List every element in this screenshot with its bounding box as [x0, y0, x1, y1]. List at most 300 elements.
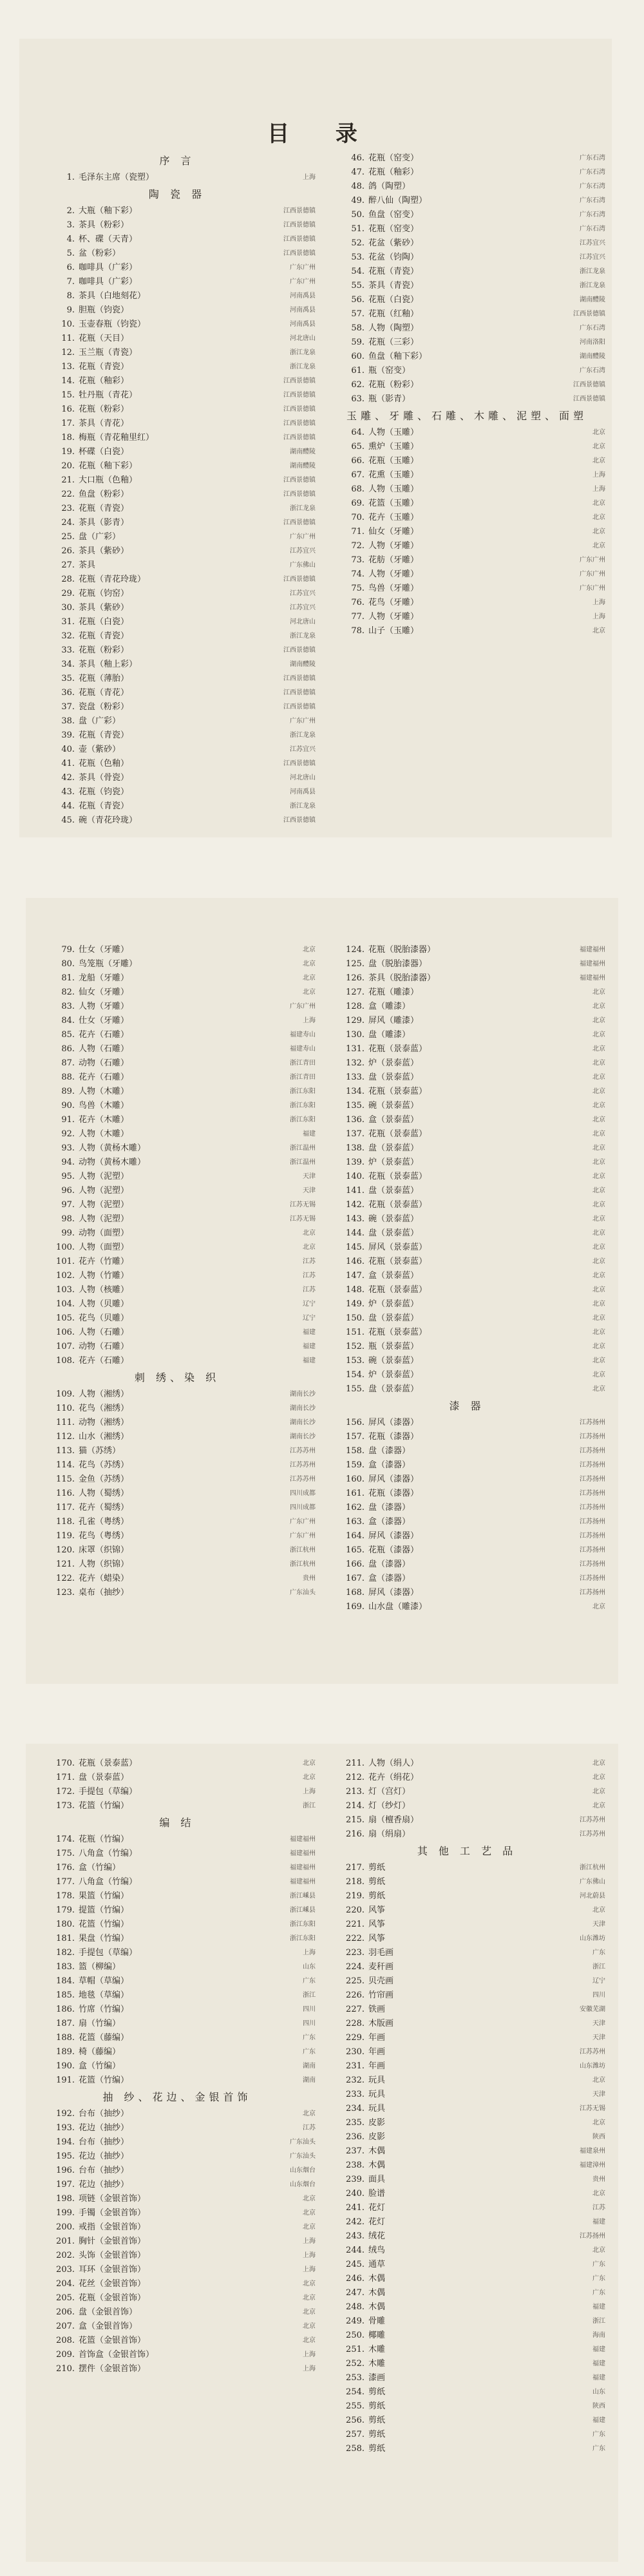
- entry-location: 陕西: [592, 2133, 605, 2141]
- toc-entry: [39, 943, 316, 957]
- entry-location: 江西景德镇: [283, 760, 316, 767]
- entry-number: 237.: [346, 2146, 365, 2156]
- toc-entry: [39, 2291, 316, 2305]
- entry-number: 60.: [351, 352, 365, 361]
- toc-entry: [39, 2045, 316, 2059]
- entry-title: 玩具: [368, 2104, 386, 2113]
- entry-number: 223.: [346, 1948, 365, 1958]
- entry-title: 毛泽东主席（瓷塑）: [79, 173, 155, 182]
- entry-number: 55.: [351, 281, 365, 291]
- entry-title: 花瓶（竹编）: [79, 1835, 129, 1844]
- entry-number: 184.: [56, 1976, 75, 1986]
- entry-number: 4.: [66, 234, 75, 244]
- entry-title: 床罩（织锦）: [79, 1545, 129, 1555]
- entry-number: 79.: [61, 945, 75, 955]
- toc-entry: [328, 1903, 605, 1918]
- entry-number: 121.: [56, 1560, 75, 1569]
- toc-entry: [328, 610, 605, 624]
- entry-title: 屏风（漆器）: [368, 1531, 419, 1541]
- entry-number: 140.: [346, 1172, 365, 1181]
- entry-number: 59.: [351, 338, 365, 347]
- entry-title: 花鸟（粤绣）: [79, 1531, 129, 1541]
- entry-location: 广东广州: [290, 264, 316, 271]
- entry-location: 浙江龙泉: [290, 363, 316, 370]
- toc-entry: [39, 1785, 316, 1799]
- toc-entry: [39, 1558, 316, 1572]
- entry-title: 扇（竹编）: [79, 2019, 121, 2028]
- entry-location: 天津: [303, 1173, 316, 1180]
- toc-entry: [328, 1340, 605, 1354]
- entry-title: 脸谱: [368, 2189, 386, 2199]
- entry-location: 北京: [592, 528, 605, 535]
- entry-title: 茶具（紫砂）: [79, 603, 129, 613]
- toc-entry: [328, 426, 605, 440]
- toc-entry: [328, 1170, 605, 1184]
- entry-number: 255.: [346, 2401, 365, 2411]
- entry-number: 34.: [61, 660, 75, 669]
- entry-title: 年画: [368, 2061, 386, 2071]
- toc-entry: [328, 1255, 605, 1269]
- entry-title: 盘（金银首饰）: [79, 2307, 138, 2317]
- toc-entry: [39, 171, 316, 185]
- entry-location: 浙江东阳: [290, 1116, 316, 1123]
- entry-location: 江苏苏州: [580, 1817, 605, 1824]
- toc-column-left: [39, 1757, 316, 2376]
- entry-title: 椅（藤编）: [79, 2047, 121, 2057]
- entry-location: 河南禹县: [290, 307, 316, 314]
- entry-title: 瓷盘（粉彩）: [79, 702, 129, 712]
- entry-location: 福建福州: [580, 975, 605, 982]
- entry-title: 花盆（紫砂）: [368, 238, 419, 248]
- toc-entry: [328, 2399, 605, 2414]
- entry-title: 花瓶（粉彩）: [79, 405, 129, 414]
- entry-number: 226.: [346, 1990, 365, 2000]
- entry-title: 仙女（牙雕）: [368, 527, 419, 537]
- entry-location: 福建: [592, 2346, 605, 2353]
- entry-location: 北京: [592, 2190, 605, 2197]
- entry-number: 125.: [346, 959, 365, 969]
- toc-entry: [39, 2320, 316, 2334]
- toc-entry: [328, 1600, 605, 1614]
- entry-location: 湖南醴陵: [290, 448, 316, 455]
- entry-title: 人物（石雕）: [79, 1044, 129, 1054]
- toc-entry: [328, 957, 605, 971]
- entry-title: 碗（景泰蓝）: [368, 1214, 419, 1224]
- entry-title: 戒指（金银首饰）: [79, 2222, 146, 2232]
- entry-number: 179.: [56, 1905, 75, 1915]
- entry-location: 广东汕头: [290, 2139, 316, 2146]
- entry-location: 江西景德镇: [283, 222, 316, 229]
- entry-location: 福建福州: [580, 960, 605, 968]
- entry-number: 40.: [61, 745, 75, 754]
- entry-number: 24.: [61, 518, 75, 528]
- toc-entry: [328, 2442, 605, 2456]
- entry-title: 台布（抽纱）: [79, 2109, 129, 2119]
- entry-location: 广东广州: [290, 1518, 316, 1525]
- entry-number: 90.: [61, 1101, 75, 1111]
- entry-location: 浙江温州: [290, 1145, 316, 1152]
- entry-number: 43.: [61, 787, 75, 797]
- toc-entry: [328, 1875, 605, 1889]
- entry-title: 茶具（粉彩）: [79, 220, 129, 230]
- toc-entry: [39, 488, 316, 502]
- entry-number: 119.: [56, 1531, 75, 1541]
- entry-title: 盘（景泰蓝）: [368, 1228, 419, 1238]
- entry-title: 花瓶（青瓷）: [79, 730, 129, 740]
- entry-location: 福建漳州: [580, 2162, 605, 2169]
- entry-number: 233.: [346, 2090, 365, 2099]
- entry-title: 花瓶（薄胎）: [79, 674, 129, 683]
- entry-number: 195.: [56, 2151, 75, 2161]
- entry-number: 27.: [61, 560, 75, 570]
- entry-location: 北京: [592, 457, 605, 464]
- toc-entry: [328, 1416, 605, 1430]
- entry-number: 203.: [56, 2265, 75, 2275]
- entry-title: 茶具（骨瓷）: [79, 773, 129, 783]
- entry-title: 花盆（钧陶）: [368, 253, 419, 262]
- toc-entry: [39, 1340, 316, 1354]
- entry-number: 64.: [351, 428, 365, 437]
- entry-number: 243.: [346, 2231, 365, 2241]
- entry-location: 广东广州: [290, 533, 316, 540]
- entry-number: 160.: [346, 1474, 365, 1484]
- entry-title: 人物（竹雕）: [79, 1271, 129, 1281]
- entry-number: 39.: [61, 730, 75, 740]
- entry-number: 159.: [346, 1460, 365, 1470]
- entry-title: 大瓶（釉下彩）: [79, 206, 138, 216]
- entry-location: 广东广州: [290, 1003, 316, 1010]
- toc-entry: [328, 1974, 605, 1989]
- entry-location: 浙江东阳: [290, 1102, 316, 1109]
- toc-entry: [39, 1847, 316, 1861]
- entry-location: 北京: [592, 2247, 605, 2254]
- entry-number: 251.: [346, 2345, 365, 2354]
- entry-number: 96.: [61, 1186, 75, 1196]
- entry-title: 人物（牙雕）: [79, 1002, 129, 1011]
- entry-number: 142.: [346, 1200, 365, 1210]
- entry-title: 茶具（紫砂）: [79, 546, 129, 556]
- entry-location: 浙江龙泉: [580, 282, 605, 289]
- entry-title: 木偶: [368, 2161, 386, 2170]
- entry-location: 湖南: [303, 2063, 316, 2070]
- entry-number: 35.: [61, 674, 75, 683]
- entry-number: 17.: [61, 419, 75, 428]
- entry-number: 99.: [61, 1228, 75, 1238]
- entry-title: 盒（漆器）: [368, 1517, 411, 1527]
- toc-entry: [328, 596, 605, 610]
- entry-title: 剪纸: [368, 1863, 386, 1873]
- toc-entry: [39, 445, 316, 459]
- entry-title: 胸针（金银首饰）: [79, 2237, 146, 2246]
- entry-number: 180.: [56, 1920, 75, 1929]
- entry-location: 北京: [303, 1760, 316, 1767]
- entry-number: 156.: [346, 1418, 365, 1427]
- entry-title: 鱼盘（窑变）: [368, 210, 419, 220]
- entry-number: 73.: [351, 555, 365, 565]
- toc-entry: [328, 2045, 605, 2059]
- toc-entry: [39, 1430, 316, 1444]
- entry-location: 上海: [303, 1949, 316, 1956]
- toc-entry: [39, 771, 316, 785]
- toc-entry: [39, 2206, 316, 2220]
- toc-entry: [328, 2229, 605, 2244]
- entry-title: 人物（玉雕）: [368, 484, 419, 494]
- entry-location: 江苏宜兴: [290, 604, 316, 611]
- entry-location: 北京: [592, 1216, 605, 1223]
- entry-number: 75.: [351, 584, 365, 593]
- entry-title: 茶具: [79, 560, 96, 570]
- entry-number: 111.: [56, 1418, 75, 1427]
- entry-location: 江苏扬州: [580, 1462, 605, 1469]
- entry-number: 65.: [351, 442, 365, 452]
- entry-number: 49.: [351, 196, 365, 205]
- entry-title: 杯、碟（天青）: [79, 234, 138, 244]
- toc-entry: [328, 454, 605, 468]
- page-title: 目 录: [267, 121, 377, 147]
- entry-location: 北京: [303, 2195, 316, 2202]
- entry-title: 花瓶（红釉）: [368, 309, 419, 319]
- entry-location: 天津: [592, 2091, 605, 2098]
- entry-title: 屏风（雕漆）: [368, 1016, 419, 1026]
- entry-location: 河北蔚县: [580, 1893, 605, 1900]
- entry-location: 广东: [592, 1949, 605, 1956]
- entry-title: 盘（景泰蓝）: [368, 1313, 419, 1323]
- entry-location: 北京: [303, 2295, 316, 2302]
- entry-location: 北京: [592, 1003, 605, 1010]
- entry-location: 北京: [592, 1386, 605, 1393]
- toc-entry: [328, 2102, 605, 2116]
- entry-number: 248.: [346, 2302, 365, 2312]
- toc-entry: [39, 686, 316, 700]
- entry-location: 上海: [303, 1017, 316, 1024]
- toc-entry: [328, 251, 605, 265]
- toc-entry: [39, 360, 316, 374]
- entry-location: 江西景德镇: [283, 647, 316, 654]
- toc-entry: [328, 2414, 605, 2428]
- entry-number: 202.: [56, 2251, 75, 2260]
- scan-page-2: [0, 859, 644, 1718]
- toc-entry: [328, 1156, 605, 1170]
- entry-number: 227.: [346, 2005, 365, 2014]
- toc-entry: [39, 1269, 316, 1283]
- entry-location: 江苏苏州: [290, 1462, 316, 1469]
- entry-title: 地毯（草编）: [79, 1990, 129, 2000]
- entry-location: 江苏宜兴: [290, 590, 316, 597]
- entry-number: 48.: [351, 182, 365, 191]
- entry-title: 人物（核雕）: [79, 1285, 129, 1295]
- toc-entry: [328, 1813, 605, 1827]
- entry-title: 盘（漆器）: [368, 1446, 411, 1456]
- entry-title: 花瓶（三彩）: [368, 338, 419, 347]
- entry-location: 江苏: [303, 1272, 316, 1279]
- toc-entry: [39, 403, 316, 417]
- entry-title: 花边（抽纱）: [79, 2151, 129, 2161]
- entry-title: 皮影: [368, 2118, 386, 2128]
- entry-title: 人物（蜀绣）: [79, 1489, 129, 1498]
- entry-number: 239.: [346, 2175, 365, 2184]
- entry-number: 240.: [346, 2189, 365, 2199]
- entry-location: 广东汕头: [290, 1589, 316, 1596]
- entry-title: 鱼盘（粉彩）: [79, 490, 129, 499]
- toc-entry: [328, 336, 605, 350]
- toc-entry: [39, 502, 316, 516]
- entry-title: 草帽（草编）: [79, 1976, 129, 1986]
- toc-entry: [328, 1501, 605, 1515]
- entry-title: 花瓶（景泰蓝）: [368, 1200, 428, 1210]
- entry-number: 204.: [56, 2279, 75, 2289]
- entry-location: 江苏宜兴: [290, 548, 316, 555]
- entry-title: 剪纸: [368, 2416, 386, 2425]
- entry-title: 动物（面塑）: [79, 1228, 129, 1238]
- entry-number: 92.: [61, 1129, 75, 1139]
- entry-title: 屏风（漆器）: [368, 1418, 419, 1427]
- entry-number: 222.: [346, 1934, 365, 1943]
- entry-title: 木偶: [368, 2274, 386, 2284]
- entry-title: 手镯（金银首饰）: [79, 2208, 146, 2218]
- toc-entry: [39, 289, 316, 303]
- entry-location: 北京: [592, 1088, 605, 1095]
- entry-title: 仙女（牙雕）: [79, 987, 129, 997]
- entry-title: 咖啡具（广彩）: [79, 263, 138, 272]
- toc-entry: [328, 525, 605, 539]
- entry-number: 66.: [351, 456, 365, 466]
- entry-number: 241.: [346, 2203, 365, 2213]
- entry-number: 68.: [351, 484, 365, 494]
- toc-entry: [39, 1283, 316, 1297]
- toc-entry: [328, 1785, 605, 1799]
- entry-title: 大口瓶（色釉）: [79, 475, 138, 485]
- entry-location: 上海: [303, 2266, 316, 2273]
- entry-location: 福建: [592, 2304, 605, 2311]
- entry-location: 北京: [592, 1201, 605, 1208]
- toc-entry: [328, 1283, 605, 1297]
- entry-title: 碗（青花玲珑）: [79, 816, 138, 825]
- entry-number: 93.: [61, 1143, 75, 1153]
- entry-title: 花舫（牙雕）: [368, 555, 419, 565]
- entry-location: 山东潍坊: [580, 1935, 605, 1942]
- entry-location: 江西景德镇: [283, 406, 316, 413]
- toc-entry: [39, 2164, 316, 2178]
- entry-title: 皮影: [368, 2132, 386, 2142]
- entry-title: 人物（泥塑）: [79, 1200, 129, 1210]
- toc-entry: [39, 1255, 316, 1269]
- toc-column-right: [328, 1757, 605, 2456]
- entry-location: 北京: [303, 2309, 316, 2316]
- toc-entry: [328, 2329, 605, 2343]
- entry-location: 广东: [592, 2289, 605, 2296]
- entry-number: 104.: [56, 1299, 75, 1309]
- entry-title: 人物（木雕）: [79, 1087, 129, 1096]
- entry-title: 花鸟（湘绣）: [79, 1404, 129, 1413]
- entry-number: 193.: [56, 2123, 75, 2133]
- entry-location: 四川成都: [290, 1504, 316, 1511]
- entry-location: 北京: [592, 1116, 605, 1123]
- entry-location: 江苏扬州: [580, 1447, 605, 1455]
- entry-location: 江西景德镇: [573, 381, 605, 388]
- section-heading: 序 言: [159, 155, 195, 167]
- entry-title: 花瓶（粉彩）: [79, 645, 129, 655]
- toc-column-right: [328, 943, 605, 1614]
- entry-location: 广东佛山: [290, 562, 316, 569]
- entry-number: 56.: [351, 295, 365, 305]
- section-heading: 漆 器: [449, 1400, 485, 1412]
- entry-title: 花鸟（苏绣）: [79, 1460, 129, 1470]
- entry-title: 花瓶（釉彩）: [79, 376, 129, 386]
- entry-title: 花瓶（玉雕）: [368, 456, 419, 466]
- toc-entry: [328, 1771, 605, 1785]
- entry-location: 浙江龙泉: [290, 349, 316, 356]
- toc-entry: [39, 1042, 316, 1056]
- toc-entry: [39, 1113, 316, 1127]
- entry-location: 辽宁: [303, 1301, 316, 1308]
- entry-number: 217.: [346, 1863, 365, 1873]
- entry-location: 辽宁: [303, 1315, 316, 1322]
- entry-number: 192.: [56, 2109, 75, 2119]
- entry-location: 上海: [592, 599, 605, 606]
- toc-entry: [39, 2150, 316, 2164]
- entry-number: 205.: [56, 2293, 75, 2303]
- entry-number: 115.: [56, 1474, 75, 1484]
- toc-entry: [328, 1141, 605, 1156]
- entry-location: 江西景德镇: [283, 519, 316, 526]
- entry-location: 北京: [303, 2224, 316, 2231]
- entry-title: 人物（牙雕）: [368, 612, 419, 622]
- entry-location: 北京: [592, 500, 605, 507]
- toc-entry: [328, 582, 605, 596]
- entry-location: 上海: [303, 174, 316, 181]
- entry-number: 171.: [56, 1773, 75, 1782]
- entry-title: 风筝: [368, 1905, 386, 1915]
- toc-entry: [39, 1184, 316, 1198]
- entry-location: 北京: [592, 1272, 605, 1279]
- entry-location: 北京: [592, 542, 605, 549]
- entry-location: 山东潍坊: [580, 2063, 605, 2070]
- toc-entry: [328, 1014, 605, 1028]
- toc-entry: [39, 1326, 316, 1340]
- entry-title: 盒（景泰蓝）: [368, 1271, 419, 1281]
- entry-title: 扇（檀香扇）: [368, 1815, 419, 1825]
- entry-title: 绒花: [368, 2231, 386, 2241]
- entry-location: 广东广州: [290, 718, 316, 725]
- entry-number: 139.: [346, 1158, 365, 1167]
- entry-title: 盒（漆器）: [368, 1574, 411, 1583]
- toc-entry: [39, 1127, 316, 1141]
- section-heading: 玉雕、牙雕、石雕、木雕、泥塑、面塑: [346, 410, 587, 422]
- entry-number: 185.: [56, 1990, 75, 2000]
- entry-location: 上海: [303, 2351, 316, 2358]
- entry-location: 福建寿山: [290, 1045, 316, 1053]
- toc-entry: [39, 1572, 316, 1586]
- entry-location: 江西景德镇: [283, 576, 316, 583]
- toc-entry: [328, 1558, 605, 1572]
- toc-entry: [39, 757, 316, 771]
- toc-entry: [39, 374, 316, 388]
- toc-entry: [328, 1326, 605, 1340]
- entry-number: 219.: [346, 1891, 365, 1901]
- entry-location: 江西景德镇: [283, 689, 316, 696]
- entry-title: 骨雕: [368, 2316, 386, 2326]
- entry-location: 湖南醴陵: [580, 296, 605, 303]
- entry-number: 254.: [346, 2387, 365, 2397]
- entry-title: 花瓶（青瓷）: [79, 362, 129, 372]
- entry-number: 221.: [346, 1920, 365, 1929]
- entry-location: 浙江东阳: [290, 1921, 316, 1928]
- toc-entry: [328, 2300, 605, 2314]
- toc-entry: [328, 2244, 605, 2258]
- toc-entry: [39, 644, 316, 658]
- entry-title: 花熏（玉雕）: [368, 470, 419, 480]
- entry-number: 231.: [346, 2061, 365, 2071]
